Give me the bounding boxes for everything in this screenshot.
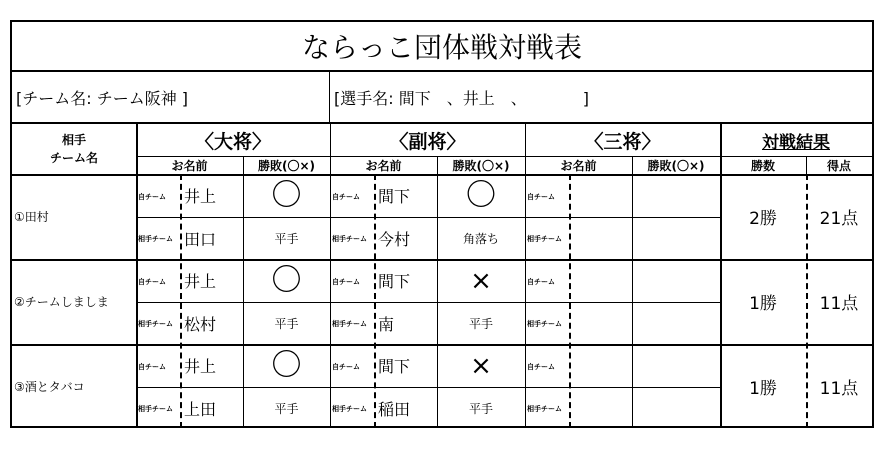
team-name-field: [チーム名: チーム阪神 ] [12, 72, 330, 124]
points-col-header: 得点 [826, 158, 851, 173]
name-col-header: お名前 [560, 158, 597, 173]
result-col-header: 勝敗(〇×) [257, 158, 316, 173]
own-player-name: 間下 [378, 187, 411, 206]
opponent-team-tag: 相手チーム [138, 405, 173, 413]
summary-title: 対戦結果 [762, 132, 830, 153]
name-col-header: お名前 [171, 158, 208, 173]
opponent-player-name: 今村 [378, 230, 411, 249]
opponent-player-name: 田口 [184, 230, 217, 249]
own-player-name: 間下 [378, 272, 411, 291]
win-mark-icon: 〇 [271, 347, 302, 383]
position-sansho: 〈三将〉 [584, 130, 661, 153]
own-team-tag: 自チーム [332, 278, 360, 286]
total-points: 11点 [819, 294, 859, 314]
win-mark-icon: 〇 [271, 177, 302, 213]
total-points: 21点 [819, 209, 859, 229]
name-col-header: お名前 [365, 158, 402, 173]
loss-mark-icon: × [470, 350, 492, 381]
result-col-header: 勝敗(〇×) [452, 158, 510, 173]
own-team-tag: 自チーム [332, 193, 360, 201]
opponent-player-name: 上田 [184, 400, 217, 419]
opponent-team-tag: 相手チーム [138, 320, 173, 328]
handicap-result: 平手 [274, 231, 299, 246]
own-team-tag: 自チーム [332, 363, 360, 371]
result-col-header: 勝敗(〇×) [647, 158, 705, 173]
own-player-name: 井上 [184, 272, 217, 291]
opponent-header-line1: 相手 [61, 133, 86, 147]
own-player-name: 井上 [184, 357, 217, 376]
win-mark-icon: 〇 [466, 177, 496, 213]
wins-col-header: 勝数 [750, 158, 775, 173]
opponent-player-name: 南 [378, 315, 395, 334]
own-team-tag: 自チーム [138, 278, 166, 286]
opponent-player-name: 松村 [184, 315, 217, 334]
own-team-tag: 自チーム [527, 363, 555, 371]
handicap-result: 平手 [274, 401, 299, 416]
handicap-result: 平手 [468, 316, 493, 331]
opponent-team-name: ②チームしましま [14, 295, 109, 309]
own-team-tag: 自チーム [138, 193, 166, 201]
opponent-team-name: ③酒とタバコ [14, 380, 85, 394]
opponent-team-tag: 相手チーム [332, 405, 367, 413]
opponent-header-line2: チーム名 [49, 151, 98, 165]
opponent-player-name: 稲田 [378, 400, 411, 419]
position-taisho: 〈大将〉 [194, 130, 271, 153]
handicap-result: 平手 [274, 316, 299, 331]
opponent-team-tag: 相手チーム [527, 320, 562, 328]
player-names-field: [選手名: 間下 、井上 、 ] [330, 72, 872, 124]
handicap-result: 平手 [468, 401, 493, 416]
wins-count: 1勝 [749, 294, 777, 314]
own-team-tag: 自チーム [527, 193, 555, 201]
total-points: 11点 [819, 379, 859, 399]
own-team-tag: 自チーム [527, 278, 555, 286]
opponent-team-header [12, 124, 136, 174]
opponent-team-tag: 相手チーム [332, 320, 367, 328]
wins-count: 2勝 [749, 209, 777, 229]
opponent-team-tag: 相手チーム [138, 235, 173, 243]
opponent-team-tag: 相手チーム [332, 235, 367, 243]
own-player-name: 井上 [184, 187, 217, 206]
own-team-tag: 自チーム [138, 363, 166, 371]
win-mark-icon: 〇 [271, 262, 302, 298]
page-title: ならっこ団体戦対戦表 [12, 22, 872, 72]
opponent-team-name: ①田村 [14, 210, 49, 224]
match-table [10, 20, 874, 428]
handicap-result: 角落ち [462, 231, 499, 246]
opponent-team-tag: 相手チーム [527, 405, 562, 413]
wins-count: 1勝 [749, 379, 777, 399]
opponent-team-tag: 相手チーム [527, 235, 562, 243]
own-player-name: 間下 [378, 357, 411, 376]
loss-mark-icon: × [470, 265, 492, 296]
position-fukusho: 〈副将〉 [389, 130, 466, 153]
